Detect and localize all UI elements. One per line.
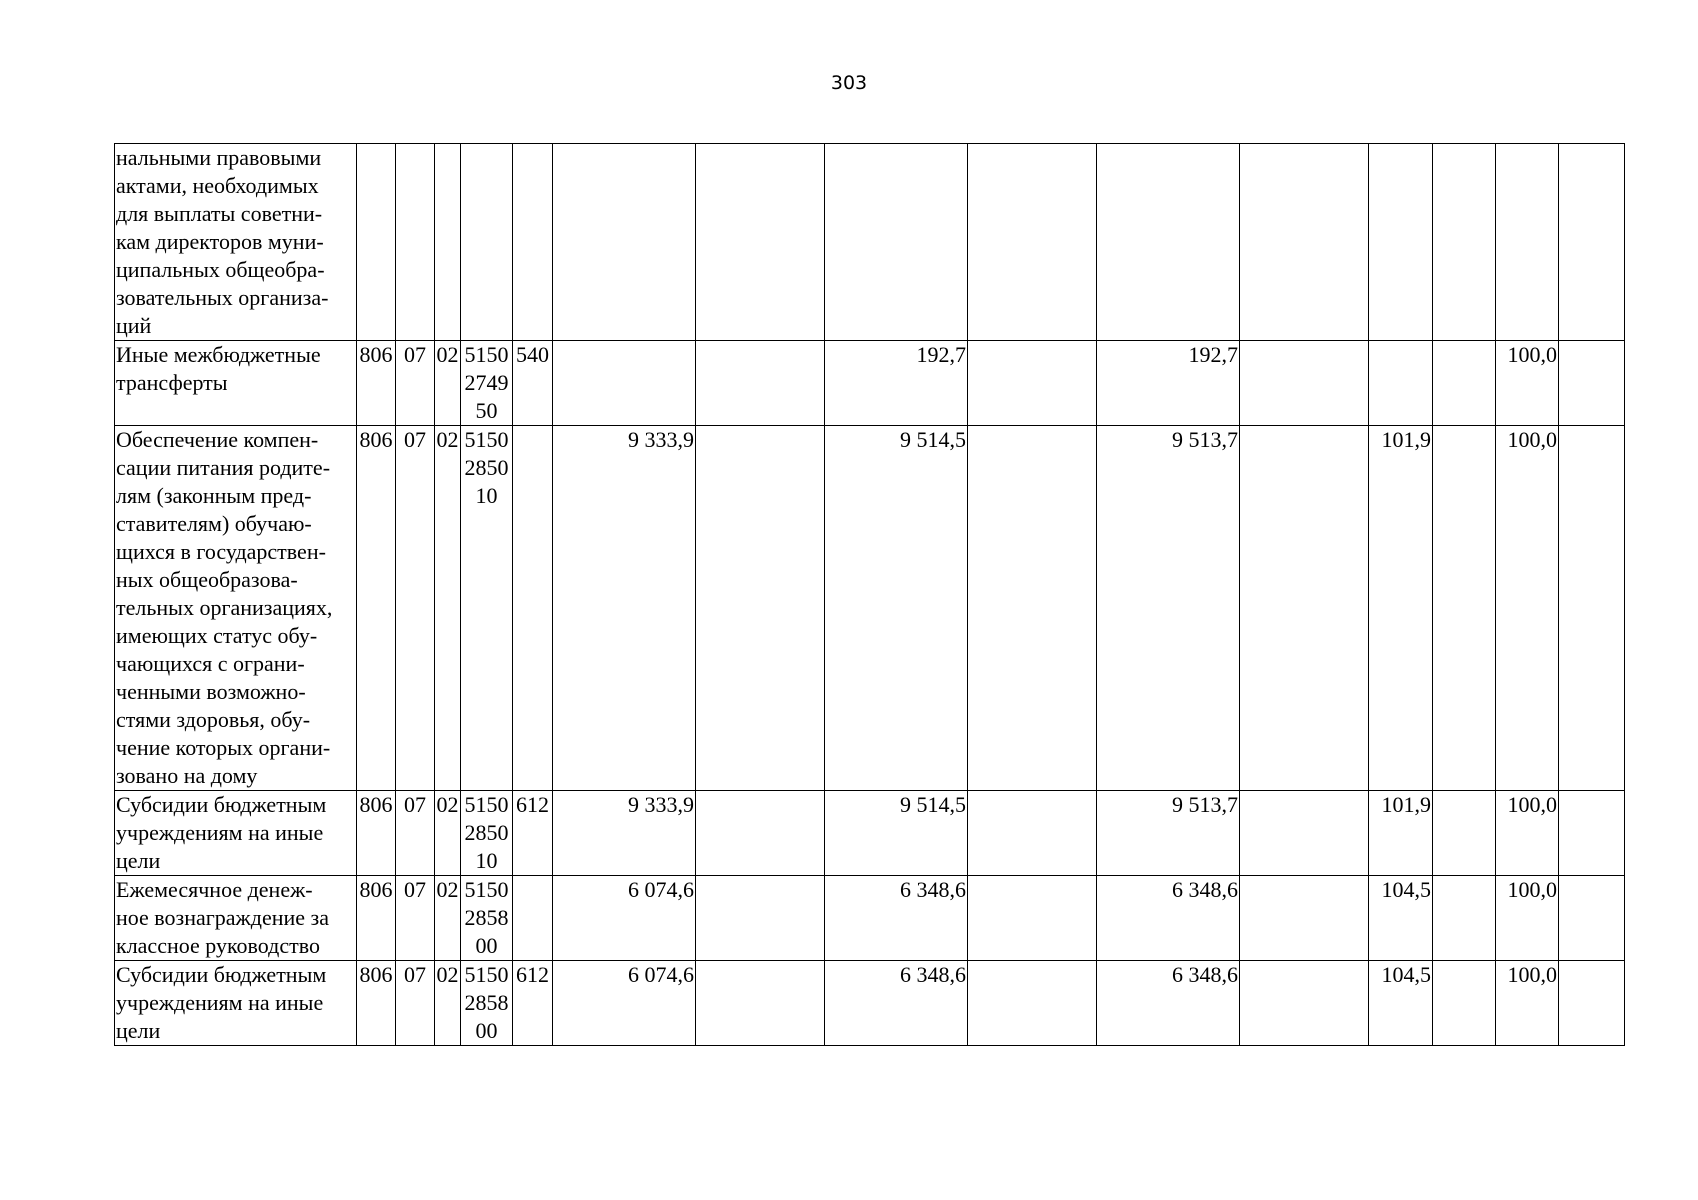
- ved-code: 806: [357, 426, 396, 791]
- percent-initial-value: [1369, 341, 1433, 426]
- expense-type-code: [513, 144, 553, 341]
- col-4-value: [968, 341, 1097, 426]
- col-8-value: [1433, 876, 1496, 961]
- description-line: тельных организациях,: [116, 595, 333, 620]
- expense-type-code: 540: [513, 341, 553, 426]
- target-article-part: 10: [475, 848, 498, 873]
- col-10-value: [1559, 791, 1625, 876]
- expense-type-code: 612: [513, 961, 553, 1046]
- description-line: сации питания родите-: [116, 455, 331, 480]
- row-description: [115, 426, 357, 791]
- col-8-value: [1433, 144, 1496, 341]
- executed-value: 6 348,6: [1097, 876, 1240, 961]
- target-article-code: [461, 341, 513, 426]
- plan-updated-value: [825, 144, 968, 341]
- target-article-code: [461, 426, 513, 791]
- section-code: 07: [396, 341, 435, 426]
- description-line: Субсидии бюджетным: [116, 792, 327, 817]
- ved-code: 806: [357, 876, 396, 961]
- description-line: кам директоров муни-: [116, 229, 324, 254]
- plan-initial-value: 6 074,6: [553, 961, 696, 1046]
- target-article-part: 5150: [464, 342, 509, 367]
- expense-type-code: [513, 426, 553, 791]
- col-10-value: [1559, 961, 1625, 1046]
- col-4-value: [968, 791, 1097, 876]
- description-line: чающихся с ограни-: [116, 651, 305, 676]
- target-article-code: [461, 876, 513, 961]
- col-6-value: [1240, 876, 1369, 961]
- percent-initial-value: [1369, 144, 1433, 341]
- ved-code: 806: [357, 961, 396, 1046]
- col-10-value: [1559, 426, 1625, 791]
- col-2-value: [696, 961, 825, 1046]
- plan-initial-value: 9 333,9: [553, 791, 696, 876]
- section-code: 07: [396, 961, 435, 1046]
- table-row: [115, 791, 1625, 876]
- row-description: [115, 341, 357, 426]
- description-line: ципальных общеобра-: [116, 257, 325, 282]
- description-line: для выплаты советни-: [116, 201, 323, 226]
- plan-initial-value: [553, 341, 696, 426]
- percent-initial-value: 104,5: [1369, 961, 1433, 1046]
- plan-initial-value: 6 074,6: [553, 876, 696, 961]
- description-line: классное руководство: [116, 933, 320, 958]
- col-4-value: [968, 961, 1097, 1046]
- executed-value: 9 513,7: [1097, 791, 1240, 876]
- percent-updated-value: 100,0: [1496, 791, 1559, 876]
- col-4-value: [968, 426, 1097, 791]
- executed-value: 9 513,7: [1097, 426, 1240, 791]
- subsection-code: 02: [435, 791, 461, 876]
- col-6-value: [1240, 426, 1369, 791]
- col-2-value: [696, 341, 825, 426]
- subsection-code: [435, 144, 461, 341]
- description-line: чение которых органи-: [116, 735, 331, 760]
- row-description: [115, 961, 357, 1046]
- executed-value: 6 348,6: [1097, 961, 1240, 1046]
- description-line: актами, необходимых: [116, 173, 319, 198]
- row-description: [115, 876, 357, 961]
- target-article-part: 2858: [464, 905, 509, 930]
- table-row: [115, 426, 1625, 791]
- target-article-part: 2850: [464, 820, 509, 845]
- target-article-part: 00: [475, 1018, 498, 1043]
- section-code: 07: [396, 791, 435, 876]
- col-10-value: [1559, 341, 1625, 426]
- budget-table: [114, 143, 1625, 1046]
- description-line: ций: [116, 313, 152, 338]
- ved-code: [357, 144, 396, 341]
- description-line: цели: [116, 1018, 161, 1043]
- executed-value: 192,7: [1097, 341, 1240, 426]
- col-6-value: [1240, 961, 1369, 1046]
- percent-updated-value: [1496, 144, 1559, 341]
- col-4-value: [968, 876, 1097, 961]
- description-line: зовано на дому: [116, 763, 258, 788]
- table-row: [115, 876, 1625, 961]
- col-2-value: [696, 791, 825, 876]
- percent-initial-value: 101,9: [1369, 791, 1433, 876]
- percent-updated-value: 100,0: [1496, 961, 1559, 1046]
- description-line: учреждениям на иные: [116, 990, 324, 1015]
- row-description: [115, 791, 357, 876]
- description-line: стями здоровья, обу-: [116, 707, 311, 732]
- target-article-code: [461, 791, 513, 876]
- description-line: Обеспечение компен-: [116, 427, 319, 452]
- col-10-value: [1559, 876, 1625, 961]
- col-2-value: [696, 876, 825, 961]
- target-article-code: [461, 144, 513, 341]
- table-row: [115, 961, 1625, 1046]
- section-code: 07: [396, 426, 435, 791]
- description-line: ных общеобразова-: [116, 567, 298, 592]
- col-2-value: [696, 144, 825, 341]
- subsection-code: 02: [435, 961, 461, 1046]
- description-line: ное вознаграждение за: [116, 905, 329, 930]
- plan-updated-value: 9 514,5: [825, 791, 968, 876]
- plan-updated-value: 6 348,6: [825, 961, 968, 1046]
- section-code: [396, 144, 435, 341]
- col-8-value: [1433, 961, 1496, 1046]
- description-line: трансферты: [116, 370, 228, 395]
- description-line: ставителям) обучаю-: [116, 511, 312, 536]
- description-line: цели: [116, 848, 161, 873]
- ved-code: 806: [357, 791, 396, 876]
- row-description: [115, 144, 357, 341]
- percent-initial-value: 101,9: [1369, 426, 1433, 791]
- col-8-value: [1433, 341, 1496, 426]
- description-line: щихся в государствен-: [116, 539, 326, 564]
- target-article-part: 10: [475, 483, 498, 508]
- target-article-part: 5150: [464, 427, 509, 452]
- expense-type-code: 612: [513, 791, 553, 876]
- col-6-value: [1240, 144, 1369, 341]
- percent-updated-value: 100,0: [1496, 341, 1559, 426]
- expense-type-code: [513, 876, 553, 961]
- description-line: имеющих статус обу-: [116, 623, 318, 648]
- target-article-part: 5150: [464, 877, 509, 902]
- description-line: нальными правовыми: [116, 145, 322, 170]
- target-article-part: 5150: [464, 792, 509, 817]
- table-row: [115, 144, 1625, 341]
- target-article-part: 2850: [464, 455, 509, 480]
- subsection-code: 02: [435, 341, 461, 426]
- target-article-part: 2749: [464, 370, 509, 395]
- col-2-value: [696, 426, 825, 791]
- subsection-code: 02: [435, 876, 461, 961]
- percent-updated-value: 100,0: [1496, 876, 1559, 961]
- description-line: лям (законным пред-: [116, 483, 312, 508]
- ved-code: 806: [357, 341, 396, 426]
- page-number: 303: [830, 72, 868, 94]
- target-article-part: 2858: [464, 990, 509, 1015]
- plan-initial-value: 9 333,9: [553, 426, 696, 791]
- col-10-value: [1559, 144, 1625, 341]
- col-8-value: [1433, 426, 1496, 791]
- target-article-part: 00: [475, 933, 498, 958]
- description-line: учреждениям на иные: [116, 820, 324, 845]
- description-line: Иные межбюджетные: [116, 342, 321, 367]
- executed-value: [1097, 144, 1240, 341]
- plan-updated-value: 6 348,6: [825, 876, 968, 961]
- col-6-value: [1240, 341, 1369, 426]
- description-line: Ежемесячное денеж-: [116, 877, 313, 902]
- col-8-value: [1433, 791, 1496, 876]
- description-line: зовательных организа-: [116, 285, 329, 310]
- target-article-part: 50: [475, 398, 498, 423]
- description-line: ченными возможно-: [116, 679, 306, 704]
- plan-updated-value: 192,7: [825, 341, 968, 426]
- col-6-value: [1240, 791, 1369, 876]
- target-article-part: 5150: [464, 962, 509, 987]
- subsection-code: 02: [435, 426, 461, 791]
- description-line: Субсидии бюджетным: [116, 962, 327, 987]
- col-4-value: [968, 144, 1097, 341]
- table-row: [115, 341, 1625, 426]
- section-code: 07: [396, 876, 435, 961]
- target-article-code: [461, 961, 513, 1046]
- plan-initial-value: [553, 144, 696, 341]
- percent-updated-value: 100,0: [1496, 426, 1559, 791]
- plan-updated-value: 9 514,5: [825, 426, 968, 791]
- percent-initial-value: 104,5: [1369, 876, 1433, 961]
